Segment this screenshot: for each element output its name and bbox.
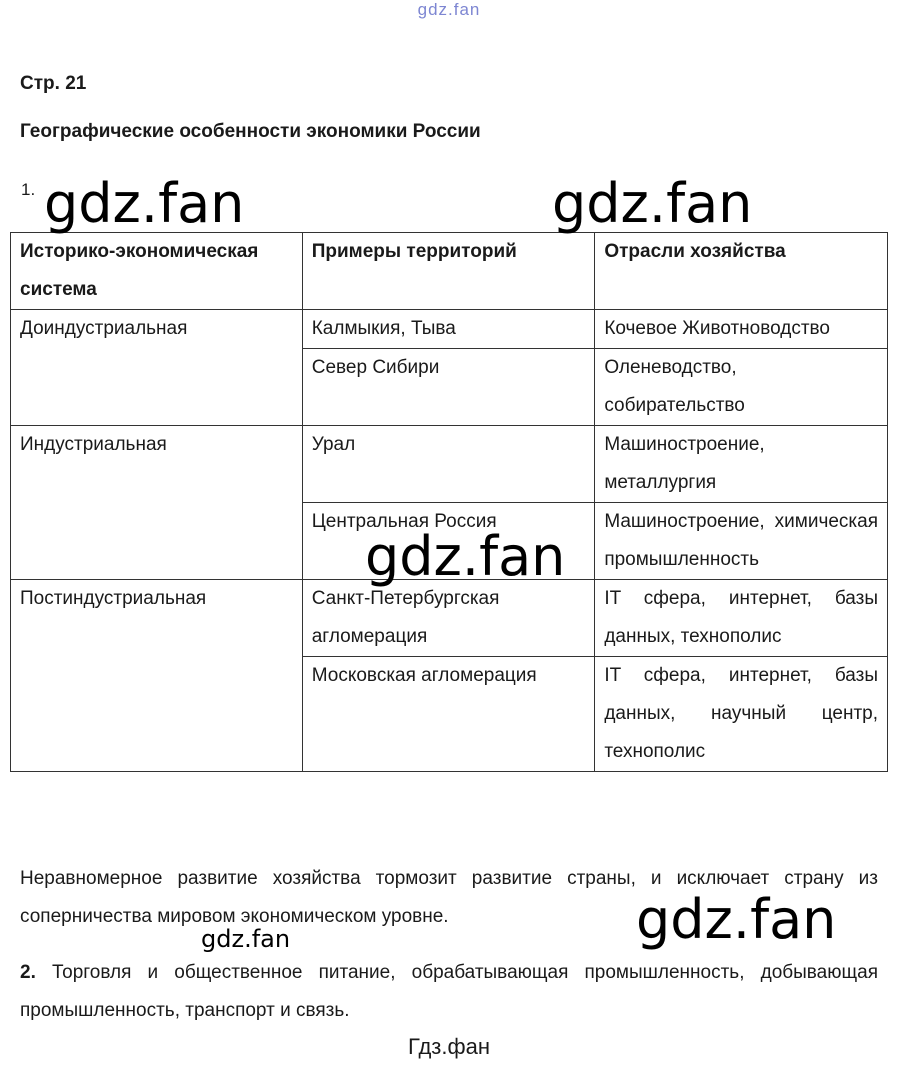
territory-cell: Калмыкия, Тыва (302, 310, 595, 349)
industry-cell: Машиностроение, металлургия (595, 426, 888, 503)
industry-cell: IT сфера, интернет, базы данных, научный центр, технополис (595, 657, 888, 772)
territory-cell: Центральная Россия (302, 503, 595, 580)
industry-cell: Кочевое Животноводство (595, 310, 888, 349)
table-row (11, 580, 888, 657)
watermark-small: gdz.fan (201, 925, 291, 953)
table-row (11, 426, 888, 503)
watermark-top: gdz.fan (417, 0, 481, 19)
system-cell: Доиндустриальная (11, 310, 303, 426)
column-header-industries: Отрасли хозяйства (595, 233, 888, 310)
system-cell: Постиндустриальная (11, 580, 303, 772)
footer-watermark: Гдз.фан (408, 1034, 490, 1059)
territory-cell: Санкт-Петербургская агломерация (302, 580, 595, 657)
territory-cell: Урал (302, 426, 595, 503)
task-1-number: 1. (21, 180, 36, 199)
task-2-answer (20, 954, 878, 1030)
industry-cell: Машиностроение, химическая промышленность (595, 503, 888, 580)
page-number: Стр. 21 (20, 73, 87, 94)
task-2-text: Торговля и общественное питание, обрабатывающая промышленность, добывающая промышленность, транспорт и связь. (20, 962, 878, 1021)
watermark: gdz.fan (552, 172, 753, 235)
industry-cell: Оленеводство, собирательство (595, 349, 888, 426)
table-row (11, 310, 888, 349)
task-2-number: 2. (20, 962, 36, 983)
system-cell: Индустриальная (11, 426, 303, 580)
watermark: gdz.fan (636, 888, 837, 951)
economy-table (10, 232, 888, 772)
column-header-territories: Примеры территорий (302, 233, 595, 310)
table-header-row (11, 233, 888, 310)
column-header-system: Историко-экономическая система (11, 233, 303, 310)
page-title: Географические особенности экономики России (20, 121, 481, 142)
watermark: gdz.fan (365, 525, 566, 588)
conclusion-paragraph: Неравномерное развитие хозяйства тормозит развитие страны, и исключает страну из соперничества мировом экономическом уровне. (20, 868, 878, 927)
territory-cell: Север Сибири (302, 349, 595, 426)
industry-cell: IT сфера, интернет, базы данных, технополис (595, 580, 888, 657)
watermark: gdz.fan (44, 172, 245, 235)
territory-cell: Московская агломерация (302, 657, 595, 772)
